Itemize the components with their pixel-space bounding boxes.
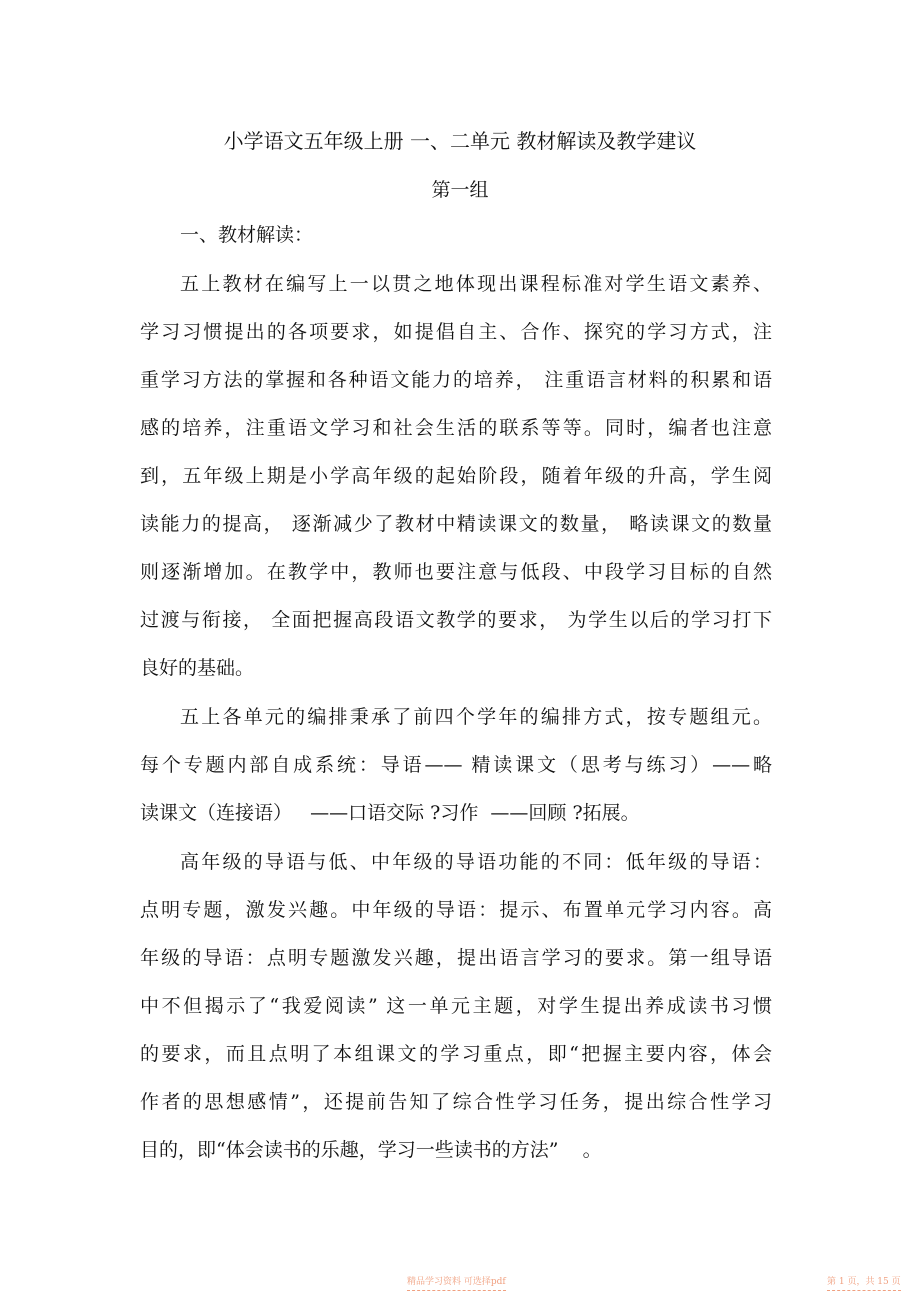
section-heading: 一、教材解读： xyxy=(180,224,314,246)
text-line: 重学习方法的掌握和各种语文能力的培养， 注重语言材料的积累和语 xyxy=(140,369,772,391)
page-number: 第 1 页，共 15 页 xyxy=(827,1274,901,1291)
text-line: 学习习惯提出的各项要求，如提倡自主、合作、探究的学习方式，注 xyxy=(140,321,772,343)
group-heading: 第一组 xyxy=(431,179,489,201)
text-line: 过渡与衔接， 全面把握高段语文教学的要求， 为学生以后的学习打下 xyxy=(140,609,772,631)
document-title: 小学语文五年级上册 一、二单元 教材解读及教学建议 xyxy=(223,129,697,153)
text-line: 则逐渐增加。在教学中，教师也要注意与低段、中段学习目标的自然 xyxy=(140,561,772,583)
text-line: 点明专题，激发兴趣。中年级的导语：提示、布置单元学习内容。高 xyxy=(140,899,772,921)
text-line: 高年级的导语与低、中年级的导语功能的不同：低年级的导语： xyxy=(180,851,772,873)
text-line: 到，五年级上期是小学高年级的起始阶段，随着年级的升高，学生阅 xyxy=(140,465,772,487)
text-line: 中不但揭示了“我爱阅读” 这一单元主题，对学生提出养成读书习惯 xyxy=(140,995,772,1017)
footer-left: 精品学习资料 可选择pdf xyxy=(407,1274,506,1291)
text-line: 良好的基础。 xyxy=(140,657,255,679)
text-line: 读能力的提高， 逐渐减少了教材中精读课文的数量， 略读课文的数量 xyxy=(140,513,772,535)
text-line: 的要求，而且点明了本组课文的学习重点，即“把握主要内容，体会 xyxy=(140,1043,772,1065)
text-line: 目的，即“体会读书的乐趣，学习一些读书的方法” 。 xyxy=(140,1139,602,1161)
text-line: 每个专题内部自成系统：导语—— 精读课文（思考与练习）——略 xyxy=(140,754,772,776)
text-line: 读课文（连接语） ——口语交际 ?习作 ——回顾 ?拓展。 xyxy=(140,802,640,824)
text-line: 作者的思想感情”，还提前告知了综合性学习任务，提出综合性学习 xyxy=(140,1091,772,1113)
text-line: 五上教材在编写上一以贯之地体现出课程标准对学生语文素养、 xyxy=(180,273,772,295)
text-line: 五上各单元的编排秉承了前四个学年的编排方式，按专题组元。 xyxy=(180,706,772,728)
text-line: 感的培养，注重语文学习和社会生活的联系等等。同时，编者也注意 xyxy=(140,417,772,439)
text-line: 年级的导语：点明专题激发兴趣，提出语言学习的要求。第一组导语 xyxy=(140,947,772,969)
